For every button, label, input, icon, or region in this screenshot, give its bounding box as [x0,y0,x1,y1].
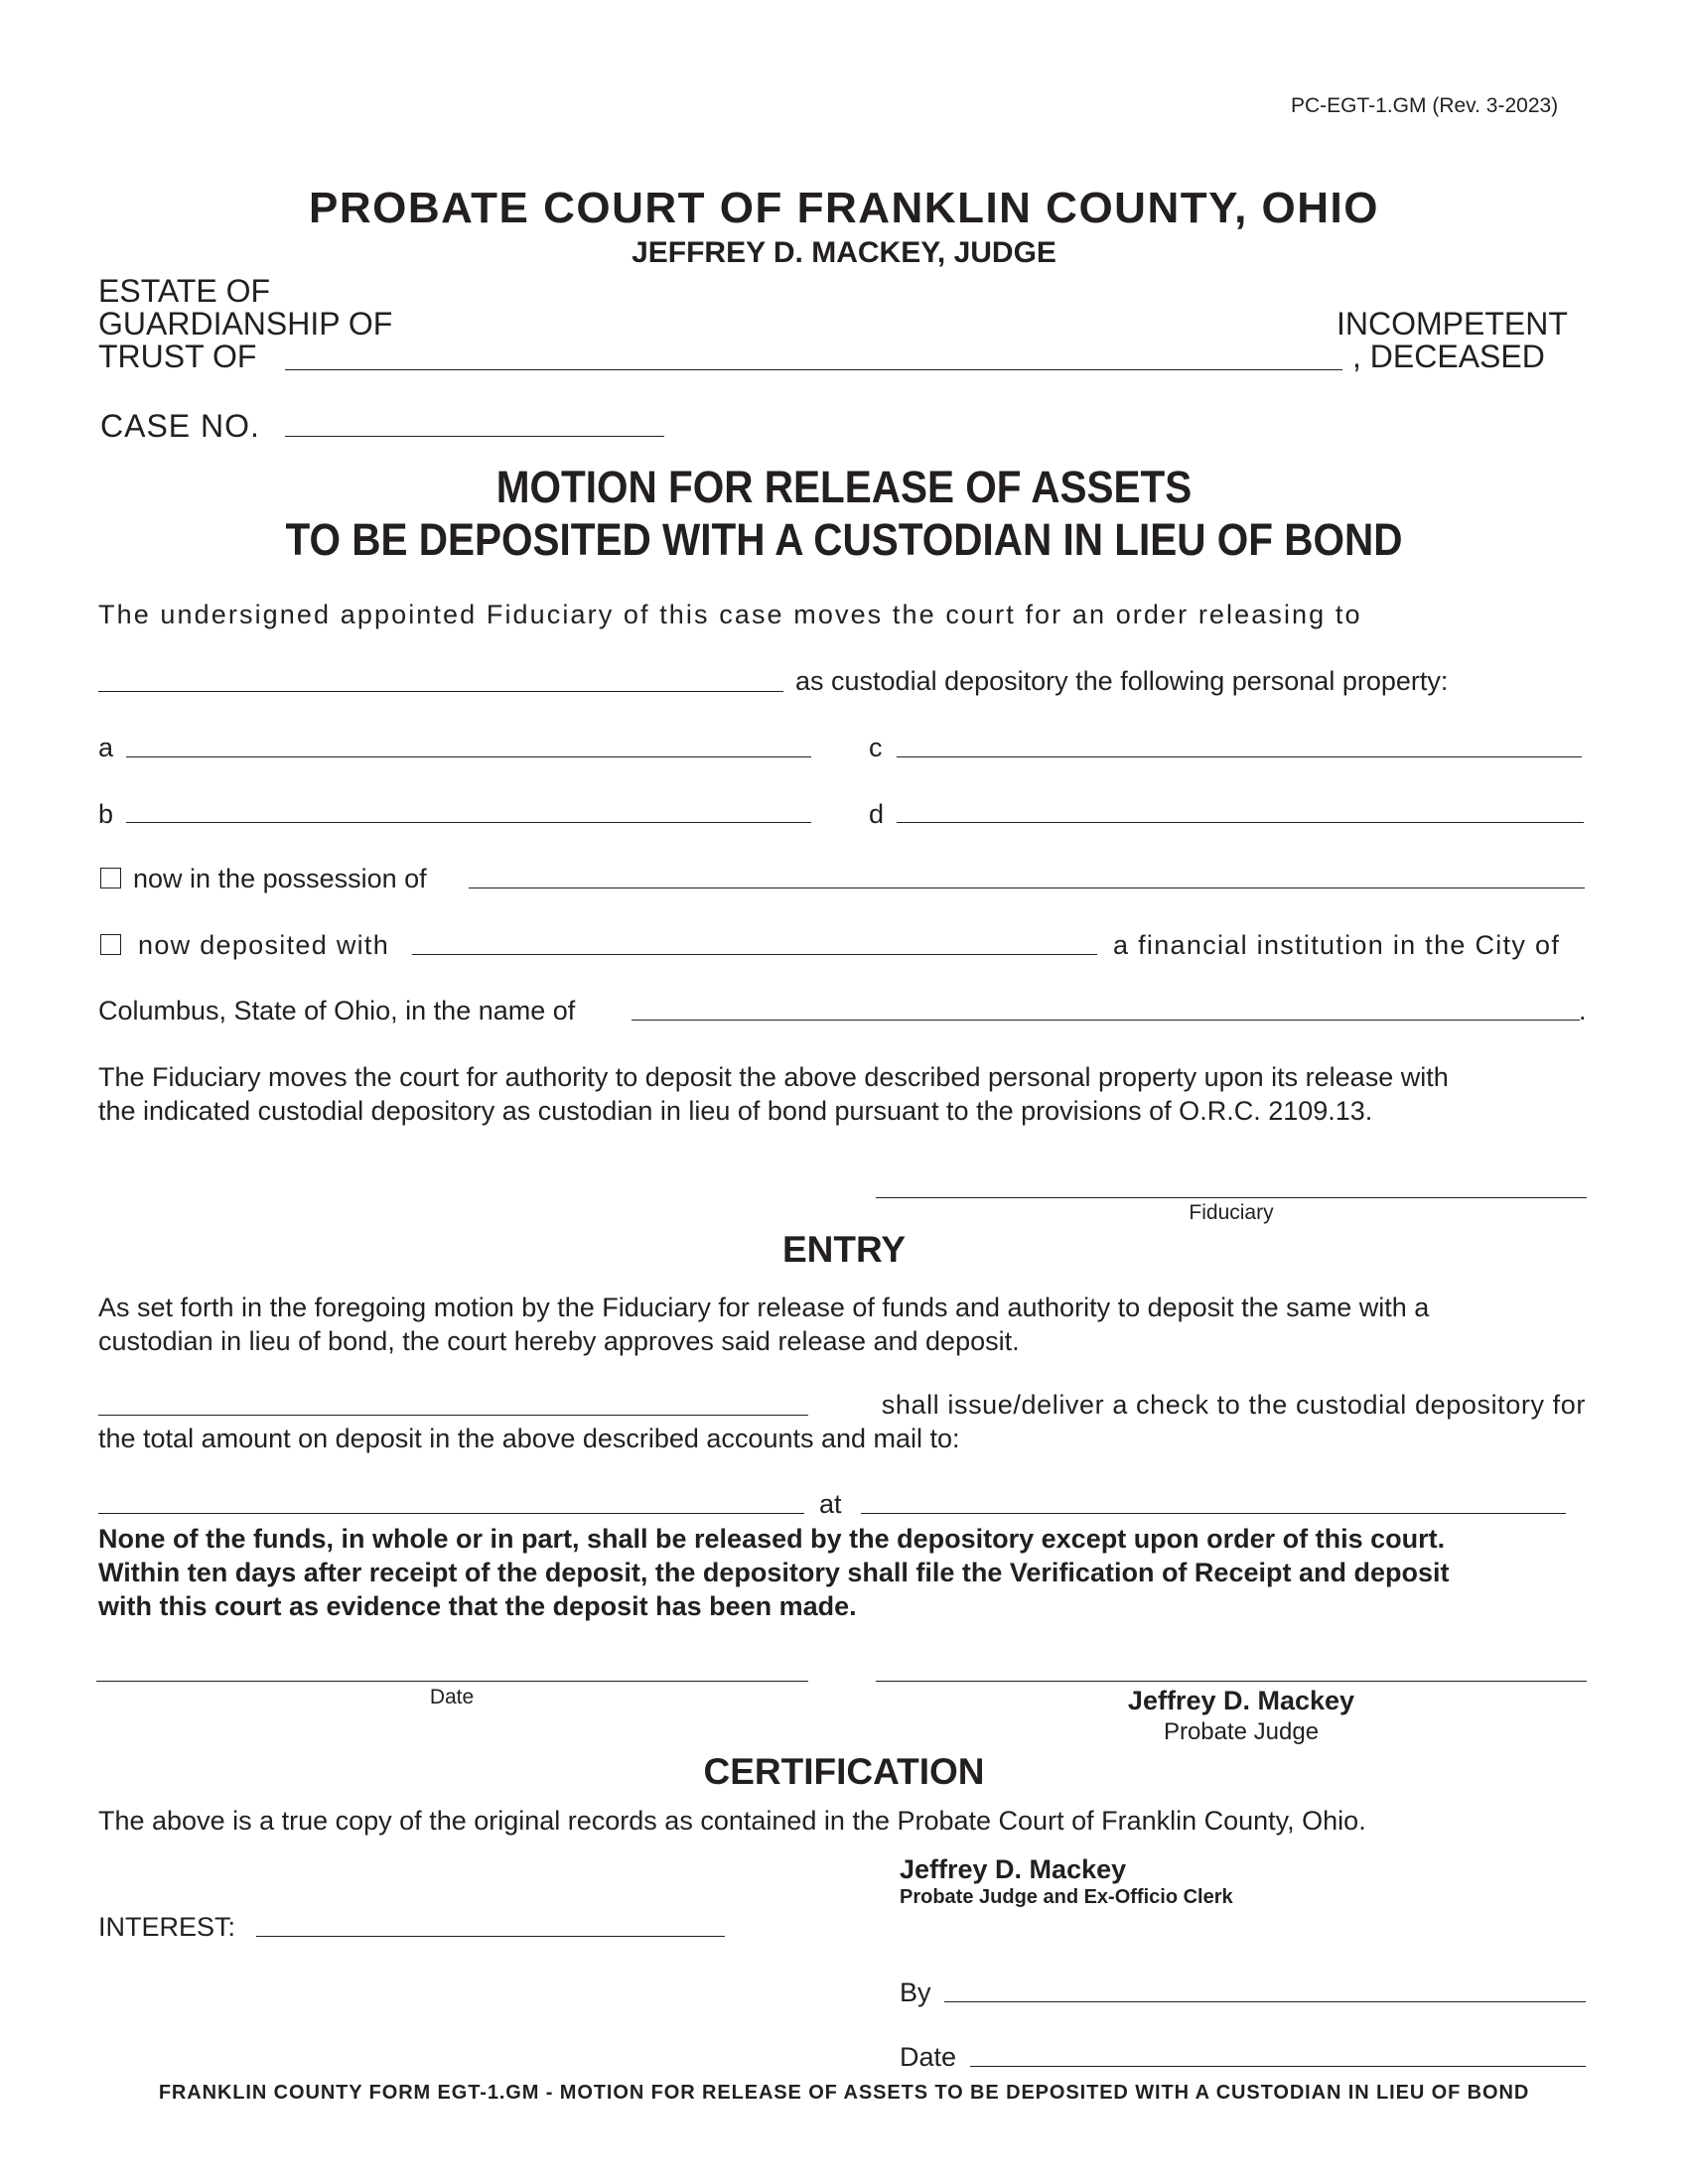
cert-judge-name: Jeffrey D. Mackey [900,1854,1127,1884]
at-label: at [819,1489,842,1519]
deposited-checkbox[interactable] [100,934,121,955]
restriction-line3: with this court as evidence that the deposit has been made. [98,1591,857,1621]
custodial-depository-text: as custodial depository the following personal property: [795,666,1449,696]
name-of-line[interactable] [632,1020,1580,1021]
case-no-label: CASE NO. [100,408,260,444]
certification-text: The above is a true copy of the original records as contained in the Probate Court of Franklin County, Ohio. [98,1806,1366,1836]
motion-title-line2: TO BE DEPOSITED WITH A CUSTODIAN IN LIEU OF BOND [285,514,1403,565]
possession-checkbox[interactable] [100,868,121,888]
entry-para-line1: As set forth in the foregoing motion by the Fiduciary for release of funds and authority to deposit the same with a [98,1293,1430,1322]
item-b-line[interactable] [126,822,811,823]
mail-to-line[interactable] [98,1513,804,1514]
form-id: PC-EGT-1.GM (Rev. 3-2023) [1291,94,1559,117]
item-a-line[interactable] [126,756,811,757]
guardianship-of-label: GUARDIANSHIP OF [98,306,393,341]
entry-para-line2: custodian in lieu of bond, the court hereby approves said release and deposit. [98,1326,1020,1356]
footer: FRANKLIN COUNTY FORM EGT-1.GM - MOTION FOR RELEASE OF ASSETS TO BE DEPOSITED WITH A CUSTODIAN IN LIEU OF BOND [158,2082,1530,2104]
mail-address-line[interactable] [861,1513,1566,1514]
estate-of-label: ESTATE OF [98,273,271,309]
judge-title: JEFFREY D. MACKEY, JUDGE [632,236,1056,269]
item-c-line[interactable] [897,756,1582,757]
period: . [1579,996,1587,1025]
fiduciary-label: Fiduciary [1189,1201,1274,1224]
check-line1: shall issue/deliver a check to the custodial depository for [881,1390,1586,1420]
entry-judge-title: Probate Judge [1163,1718,1320,1745]
item-c-label: c [869,733,883,762]
check-issuer-line[interactable] [98,1415,808,1416]
interest-line[interactable] [256,1936,725,1937]
restriction-line1: None of the funds, in whole or in part, shall be released by the depository except upon order of this court. [98,1524,1446,1554]
certification-heading: CERTIFICATION [703,1751,985,1792]
depository-name-line[interactable] [98,691,783,692]
possession-label: now in the possession of [133,864,427,893]
interest-label: INTEREST: [98,1912,236,1942]
entry-heading: ENTRY [781,1229,907,1270]
entry-date-line[interactable] [96,1681,808,1682]
item-a-label: a [98,733,114,762]
motion-intro: The undersigned appointed Fiduciary of this case moves the court for an order releasing to [98,600,1362,629]
cert-date-label: Date [900,2042,957,2072]
columbus-text: Columbus, State of Ohio, in the name of [98,996,576,1025]
item-d-line[interactable] [897,822,1584,823]
by-signature-line[interactable] [944,2001,1586,2002]
trust-of-label: TRUST OF [98,339,257,374]
fiduciary-signature-line[interactable] [876,1197,1587,1198]
authority-line2: the indicated custodial depository as custodian in lieu of bond pursuant to the provisions of O.R.C. 2109.13. [98,1096,1373,1126]
court-title: PROBATE COURT OF FRANKLIN COUNTY, OHIO [309,184,1379,232]
financial-institution-text: a financial institution in the City of [1113,930,1561,960]
restriction-line2: Within ten days after receipt of the deposit, the depository shall file the Verification of Receipt and deposit [98,1558,1450,1587]
by-label: By [900,1978,931,2007]
deposited-with-line[interactable] [412,954,1097,955]
item-d-label: d [869,799,885,829]
deposited-label: now deposited with [138,930,390,960]
entry-judge-name: Jeffrey D. Mackey [1127,1686,1355,1715]
deceased-label: , DECEASED [1352,339,1545,374]
authority-line1: The Fiduciary moves the court for authority to deposit the above described personal property upon its release with [98,1062,1449,1092]
motion-title-line1: MOTION FOR RELEASE OF ASSETS [495,462,1193,512]
judge-signature-line[interactable] [876,1681,1587,1682]
cert-date-line[interactable] [970,2066,1586,2067]
incompetent-label: INCOMPETENT [1336,306,1568,341]
item-b-label: b [98,799,114,829]
possession-line[interactable] [469,887,1585,888]
case-no-line[interactable] [285,436,664,437]
cert-judge-title: Probate Judge and Ex-Officio Clerk [900,1886,1233,1908]
party-name-line[interactable] [285,369,1342,370]
entry-date-label: Date [429,1686,475,1708]
check-line2: the total amount on deposit in the above described accounts and mail to: [98,1424,960,1453]
